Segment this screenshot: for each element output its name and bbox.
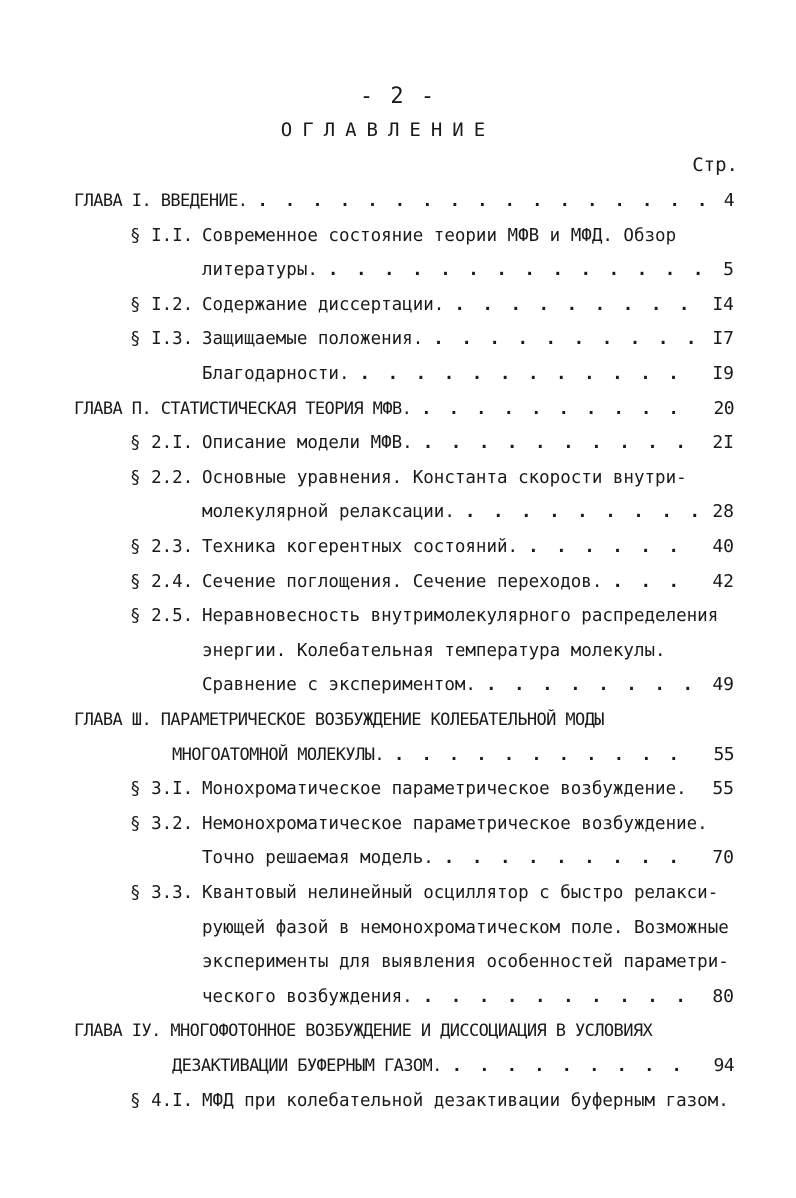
entry-text-wrap (202, 428, 689, 458)
entry-text-wrap (202, 324, 700, 354)
toc-entry-section (0, 601, 796, 631)
page-ref: 94 (713, 1055, 734, 1076)
toc-entry-chcont (0, 1051, 796, 1081)
toc-entry-chapter (0, 394, 796, 424)
section-title: Немонохроматическое параметрическое возбуждение. (202, 814, 708, 834)
section-number: § 2.4. (130, 572, 194, 592)
section-title: Основные уравнения. Константа скорости внутри- (202, 468, 687, 488)
section-number: § 3.3. (130, 883, 194, 903)
page-ref: I4 (712, 294, 734, 315)
toc-entry-section (0, 774, 796, 804)
entry-text-wrap (202, 567, 683, 597)
toc-entry-cont (0, 255, 796, 285)
entry-text-wrap (74, 394, 682, 424)
toc-entry-section (0, 809, 796, 839)
section-title: Содержание диссертации. (202, 295, 445, 315)
chapter-title: ГЛАВА П. СТАТИСТИЧЕСКАЯ ТЕОРИЯ МФВ. (74, 399, 412, 419)
page-ref: 55 (713, 744, 734, 765)
toc-entry-chcont (0, 740, 796, 770)
section-title: Описание модели МФВ. (202, 433, 413, 453)
page-ref: I7 (712, 328, 734, 349)
page-column-label: Стр. (692, 154, 738, 176)
dot-leader: . . . . . . . . . . . (393, 745, 683, 765)
page-ref: 80 (712, 986, 734, 1007)
entry-text-wrap (74, 186, 711, 216)
dot-leader: . . . . . . . . . . (422, 433, 690, 453)
section-title: Защищаемые положения. (202, 329, 424, 349)
dot-leader: . . . . . . . . . . (421, 399, 683, 419)
toc-entry-cont (0, 497, 796, 527)
dot-leader: . . . (612, 572, 683, 592)
page-ref: 4 (723, 190, 734, 211)
toc-entry-cont (0, 982, 796, 1012)
section-number: § I.I. (130, 226, 194, 246)
chapter-title: ГЛАВА Ш. ПАРАМЕТРИЧЕСКОЕ ВОЗБУЖДЕНИЕ КОЛЕБАТЕЛЬНОЙ МОДЫ (74, 710, 604, 730)
chapter-title-continued: ДЕЗАКТИВАЦИИ БУФЕРНЫМ ГАЗОМ. (172, 1056, 442, 1076)
section-title: Современное состояние теории МФВ и МФД. Обзор (202, 226, 677, 246)
section-number: § 2.2. (130, 468, 194, 488)
toc-entry-cont (0, 359, 796, 389)
page-title: ОГЛАВЛЕНИЕ (280, 119, 496, 141)
page-number: - 2 - (359, 84, 437, 109)
entry-continued: ческого возбуждения. (202, 987, 413, 1007)
dot-leader: . . . . . . . . . (464, 502, 704, 522)
page-ref: 49 (712, 674, 734, 695)
entry-continued: энергии. Колебательная температура молекулы. (202, 641, 666, 661)
entry-text-wrap (202, 497, 704, 527)
toc-entry-cont (0, 670, 796, 700)
entry-continued: литературы. (202, 260, 318, 280)
section-title: Неравновесность внутримолекулярного распределения (202, 606, 719, 626)
dot-leader: . . . . . . . . . . (433, 329, 700, 349)
toc-entry-chapter (0, 186, 796, 216)
entry-continued: молекулярной релаксации. (202, 502, 455, 522)
toc-entry-cont (0, 913, 796, 943)
section-number: § 4.I. (130, 1091, 194, 1111)
chapter-title: ГЛАВА IУ. МНОГОФОТОННОЕ ВОЗБУЖДЕНИЕ И ДИССОЦИАЦИЯ В УСЛОВИЯХ (74, 1021, 653, 1041)
toc-entry-section (0, 463, 796, 493)
entry-text-wrap (202, 290, 693, 320)
section-number: § 2.I. (130, 433, 194, 453)
dot-leader: . . . . . . . . . . . . (359, 364, 683, 384)
entry-text-wrap (172, 740, 682, 770)
entry-continued: Сравнение с экспериментом. (202, 675, 476, 695)
toc-entry-cont (0, 636, 796, 666)
page-ref: 70 (712, 847, 734, 868)
page-ref: 55 (712, 778, 734, 799)
section-title: МФД при колебательной дезактивации буферным газом. (202, 1091, 729, 1111)
chapter-title-continued: МНОГОАТОМНОЙ МОЛЕКУЛЫ. (172, 745, 384, 765)
page-ref: I9 (712, 363, 734, 384)
dot-leader: . . . . . . . . . . . . . . (327, 260, 707, 280)
toc-entry-chapter (0, 1016, 796, 1046)
toc-entry-section (0, 878, 796, 908)
entry-text-wrap (202, 532, 682, 562)
section-title: Квантовый нелинейный осциллятор с быстро релакси- (202, 883, 719, 903)
dot-leader: . . . . . . . . (485, 675, 697, 695)
page-ref: 42 (712, 571, 734, 592)
chapter-title: ГЛАВА I. ВВЕДЕНИЕ. (74, 191, 248, 211)
toc-entry-cont (0, 843, 796, 873)
toc-entry-section (0, 324, 796, 354)
section-number: § 3.2. (130, 814, 194, 834)
entry-continued: Точно решаемая модель. (202, 848, 434, 868)
section-title: Сечение поглощения. Сечение переходов. (202, 572, 603, 592)
entry-text-wrap (202, 255, 707, 285)
section-number: § 2.5. (130, 606, 194, 626)
toc-entry-cont (0, 947, 796, 977)
entry-continued: Благодарности. (202, 364, 350, 384)
toc-entry-section (0, 290, 796, 320)
entry-continued: эксперименты для выявления особенностей параметри- (202, 952, 729, 972)
page-ref: 20 (713, 398, 734, 419)
section-number: § I.3. (130, 329, 194, 349)
page-ref: 28 (712, 501, 734, 522)
dot-leader: . . . . . . . . . (451, 1056, 686, 1076)
entry-text-wrap (202, 670, 696, 700)
toc-entry-section (0, 532, 796, 562)
page-ref: 40 (712, 536, 734, 557)
dot-leader: . . . . . . . . . . . . . . . . . (257, 191, 711, 211)
toc-entry-section (0, 567, 796, 597)
section-title: Техника когерентных состояний. (202, 537, 519, 557)
page-ref: 5 (723, 259, 734, 280)
entry-continued: рующей фазой в немонохроматическом поле. Возможные (202, 918, 729, 938)
entry-text-wrap (202, 843, 682, 873)
toc-entry-section (0, 221, 796, 251)
dot-leader: . . . . . . . . . . (422, 987, 690, 1007)
section-number: § I.2. (130, 295, 194, 315)
dot-leader: . . . . . . . . . (443, 848, 683, 868)
toc-entry-section (0, 428, 796, 458)
entry-text-wrap (202, 982, 689, 1012)
dot-leader: . . . . . . . . . (454, 295, 693, 315)
section-number: § 2.3. (130, 537, 194, 557)
section-number: § 3.I. (130, 779, 194, 799)
page-ref: 2I (712, 432, 734, 453)
dot-leader: . . . . . . (528, 537, 683, 557)
section-title: Монохроматическое параметрическое возбуждение. (202, 779, 687, 799)
toc-entry-chapter (0, 705, 796, 735)
entry-text-wrap (172, 1051, 685, 1081)
entry-text-wrap (202, 359, 682, 389)
toc-entry-section (0, 1086, 796, 1116)
